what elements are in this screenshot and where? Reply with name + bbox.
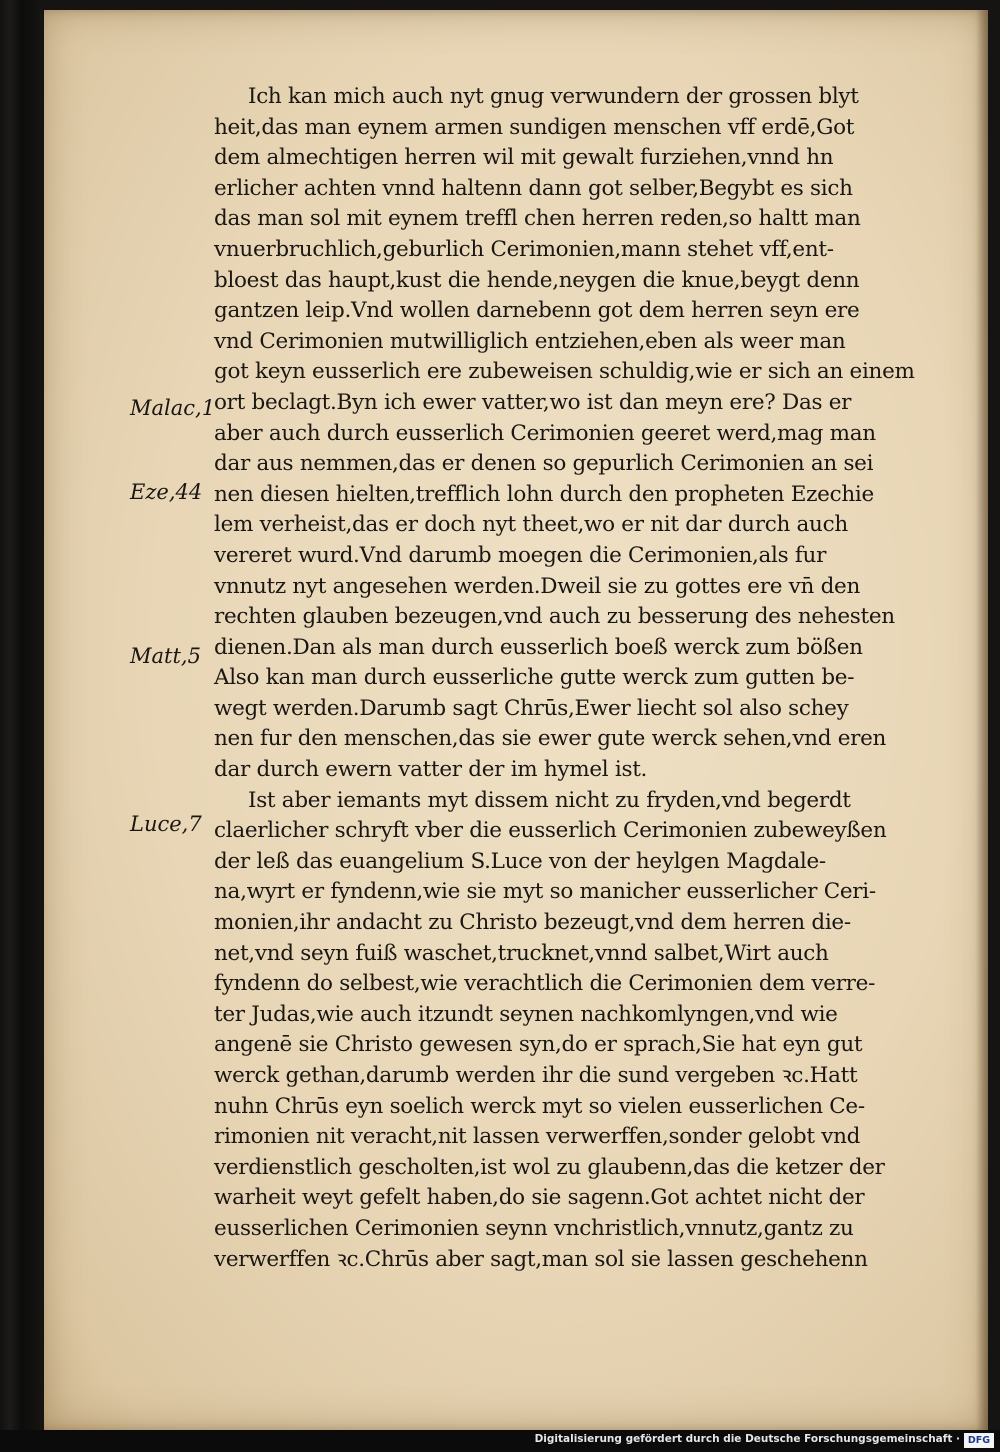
margin-note-luke: Luce,7 [130,812,202,836]
text-line: vnnutz nyt angesehen werden.Dweil sie zu gottes ere vn̄ den [214,573,861,599]
text-line: ter Judas,wie auch itzundt seynen nachkomlyngen,vnd wie [214,1001,838,1027]
text-line: vnd Cerimonien mutwilliglich entziehen,eben als weer man [214,328,846,354]
text-line: Ist aber iemants myt dissem nicht zu fryden,vnd begerdt [248,787,851,813]
text-line: bloest das haupt,kust die hende,neygen die knue,beygt denn [214,267,860,293]
text-line: gantzen leip.Vnd wollen darnebenn got dem herren seyn ere [214,298,860,324]
text-line: warheit weyt gefelt haben,do sie sagenn.Got achtet nicht der [214,1185,865,1211]
text-line: das man sol mit eynem treffl chen herren reden,so haltt man [214,206,861,232]
text-line: wegt werden.Darumb sagt Chrūs,Ewer liecht sol also schey [214,695,849,721]
text-line: lem verheist,das er doch nyt theet,wo er nit dar durch auch [214,512,848,538]
text-line: der leß das euangelium S.Luce von der heylgen Magdale- [214,848,826,874]
text-line: na,wyrt er fyndenn,wie sie myt so manicher eusserlicher Ceri- [214,879,876,905]
text-line: got keyn eusserlich ere zubeweisen schuldig,wie er sich an einem [214,359,915,385]
margin-note-ezekiel: Eze,44 [130,480,203,504]
text-line: dem almechtigen herren wil mit gewalt furziehen,vnnd hn [214,145,834,171]
margin-note-malachi: Malac,1 [130,396,216,420]
body-text [214,82,934,1275]
text-line: angenē sie Christo gewesen syn,do er sprach,Sie hat eyn gut [214,1032,863,1058]
text-line: erlicher achten vnnd haltenn dann got selber,Begybt es sich [214,175,853,201]
text-line: vereret wurd.Vnd darumb moegen die Cerimonien,als fur [214,542,827,568]
text-line: heit,das man eynem armen sundigen menschen vff erdē,Got [214,114,855,140]
text-line: dar durch ewern vatter der im hymel ist. [214,757,648,783]
text-line: dienen.Dan als man durch eusserlich boeß werck zum bößen [214,634,863,660]
text-line: monien,ihr andacht zu Christo bezeugt,vnd dem herren die- [214,910,851,936]
text-line: vnuerbruchlich,geburlich Cerimonien,mann stehet vff,ent- [214,236,834,262]
text-line: nen fur den menschen,das sie ewer gute werck sehen,vnd eren [214,726,887,752]
margin-note-matthew: Matt,5 [130,644,201,668]
footer-bar [0,1430,1000,1452]
text-line: aber auch durch eusserlich Cerimonien geeret werd,mag man [214,420,876,446]
text-line: claerlicher schryft vber die eusserlich Cerimonien zubeweyßen [214,818,887,844]
text-line: Ich kan mich auch nyt gnug verwundern der grossen blyt [248,84,859,109]
text-line: verwerffen ꝛc.Chrūs aber sagt,man sol sie lassen geschehenn [214,1246,868,1272]
text-line: rechten glauben bezeugen,vnd auch zu besserung des nehesten [214,604,895,630]
text-line: nuhn Chrūs eyn soelich werck myt so vielen eusserlichen Ce- [214,1093,865,1119]
dfg-logo: DFG [964,1433,994,1448]
text-line: dar aus nemmen,das er denen so gepurlich Cerimonien an sei [214,451,874,477]
text-line: eusserlichen Cerimonien seynn vnchristlich,vnnutz,gantz zu [214,1215,854,1241]
funding-credit: Digitalisierung gefördert durch die Deutsche Forschungsgemeinschaft · [534,1433,960,1445]
text-line: verdienstlich gescholten,ist wol zu glaubenn,das die ketzer der [214,1154,885,1180]
text-line: Also kan man durch eusserliche gutte werck zum gutten be- [214,665,855,691]
text-line: ort beclagt.Byn ich ewer vatter,wo ist dan meyn ere? Das er [214,389,852,415]
text-line: rimonien nit veracht,nit lassen verwerffen,sonder gelobt vnd [214,1124,861,1150]
text-line: nen diesen hielten,trefflich lohn durch den propheten Ezechie [214,481,874,507]
text-line: werck gethan,darumb werden ihr die sund vergeben ꝛc.Hatt [214,1063,858,1088]
text-line: net,vnd seyn fuiß waschet,trucknet,vnnd salbet,Wirt auch [214,940,829,966]
text-line: fyndenn do selbest,wie verachtlich die Cerimonien dem verre- [214,971,876,997]
page-gutter-shadow [976,10,988,1430]
